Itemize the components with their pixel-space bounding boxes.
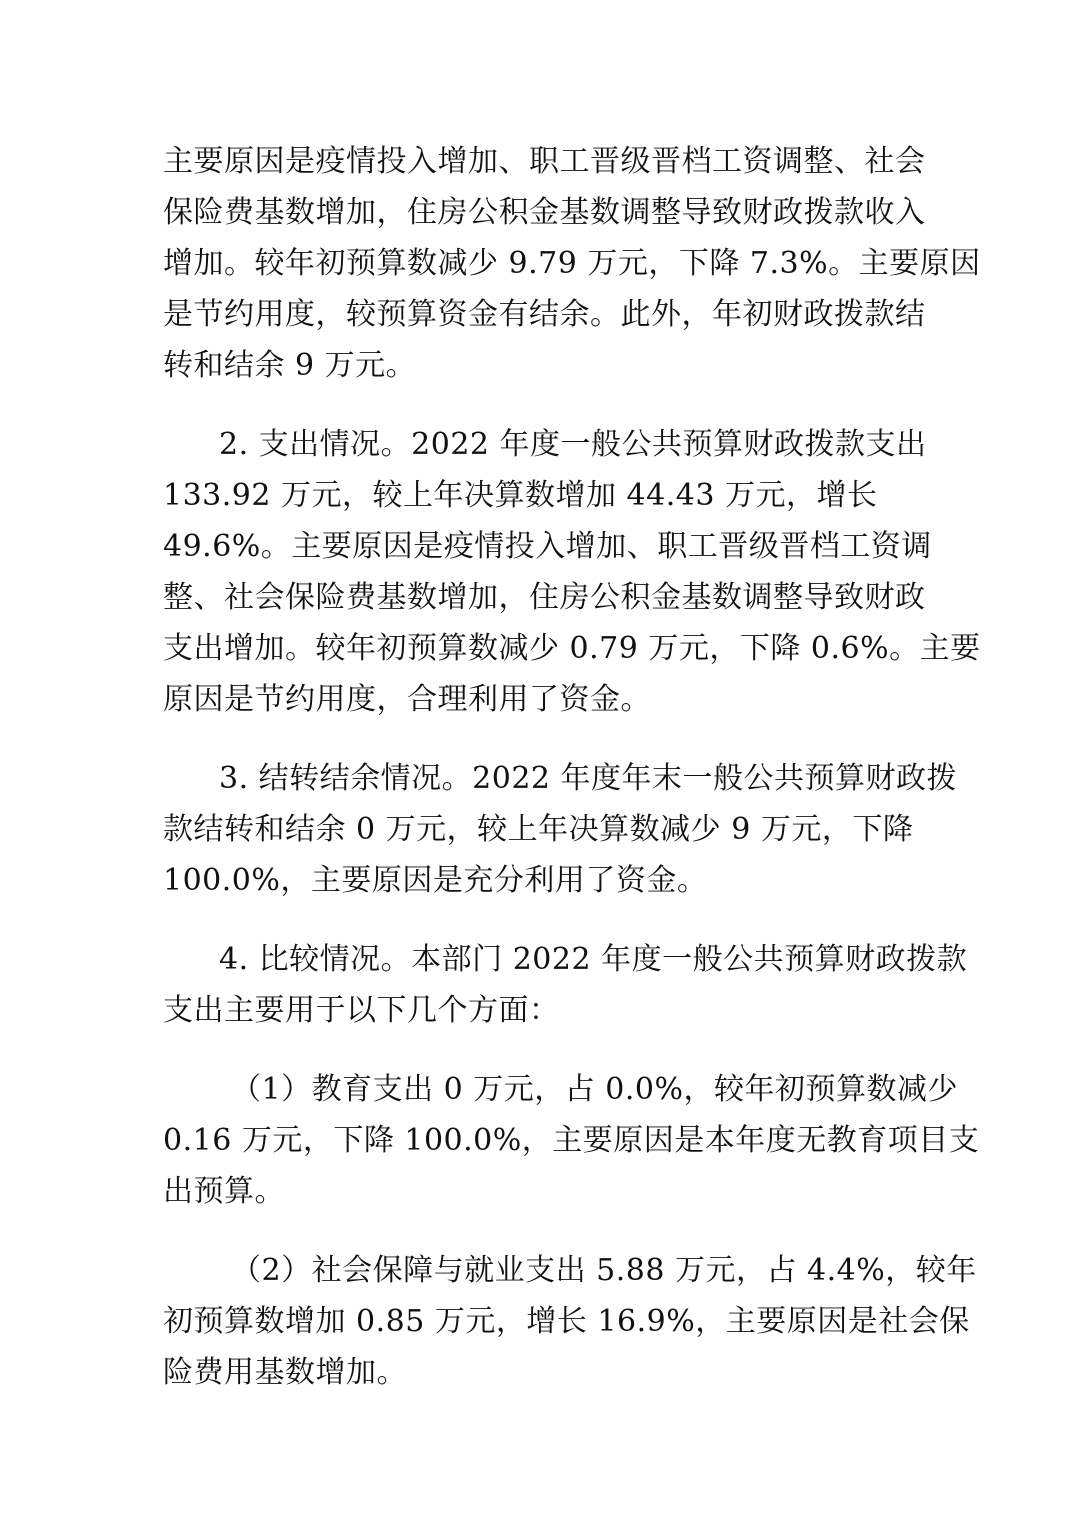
document-body (163, 136, 981, 1426)
text-line: 原因是节约用度，合理利用了资金。 (163, 682, 651, 717)
text-line: 支出主要用于以下几个方面： (163, 993, 560, 1028)
paragraph-social-security (163, 1245, 977, 1398)
text-line: 49.6%。主要原因是疫情投入增加、职工晋级晋档工资调 (163, 529, 932, 564)
text-line: 主要原因是疫情投入增加、职工晋级晋档工资调整、社会 (163, 144, 926, 179)
text-line: 初预算数增加 0.85 万元，增长 16.9%，主要原因是社会保 (163, 1304, 970, 1339)
text-line: 支出增加。较年初预算数减少 0.79 万元，下降 0.6%。主要 (163, 631, 981, 666)
text-line: 增加。较年初预算数减少 9.79 万元，下降 7.3%。主要原因 (163, 246, 981, 281)
text-line: 3. 结转结余情况。2022 年度年末一般公共预算财政拨 (219, 761, 958, 796)
text-line: 保险费基数增加，住房公积金基数调整导致财政拨款收入 (163, 195, 926, 230)
text-line: （1）教育支出 0 万元，占 0.0%，较年初预算数减少 (231, 1072, 958, 1107)
text-line: 133.92 万元，较上年决算数增加 44.43 万元，增长 (163, 478, 878, 513)
text-line: 2. 支出情况。2022 年度一般公共预算财政拨款支出 (219, 427, 927, 462)
text-line: 是节约用度，较预算资金有结余。此外，年初财政拨款结 (163, 297, 926, 332)
text-line: 款结转和结余 0 万元，较上年决算数减少 9 万元，下降 (163, 812, 914, 847)
paragraph-revenue-continuation (163, 136, 981, 391)
text-line: 0.16 万元，下降 100.0%，主要原因是本年度无教育项目支 (163, 1123, 980, 1158)
text-line: （2）社会保障与就业支出 5.88 万元，占 4.4%，较年 (231, 1253, 977, 1288)
paragraph-carryover (163, 753, 958, 906)
paragraph-comparison (163, 934, 968, 1036)
text-line: 4. 比较情况。本部门 2022 年度一般公共预算财政拨款 (219, 942, 968, 977)
text-line: 险费用基数增加。 (163, 1355, 407, 1390)
paragraph-education (163, 1064, 980, 1217)
paragraph-expenditure (163, 419, 981, 725)
text-line: 转和结余 9 万元。 (163, 348, 417, 383)
text-line: 出预算。 (163, 1174, 285, 1209)
text-line: 100.0%，主要原因是充分利用了资金。 (163, 863, 708, 898)
text-line: 整、社会保险费基数增加，住房公积金基数调整导致财政 (163, 580, 926, 615)
